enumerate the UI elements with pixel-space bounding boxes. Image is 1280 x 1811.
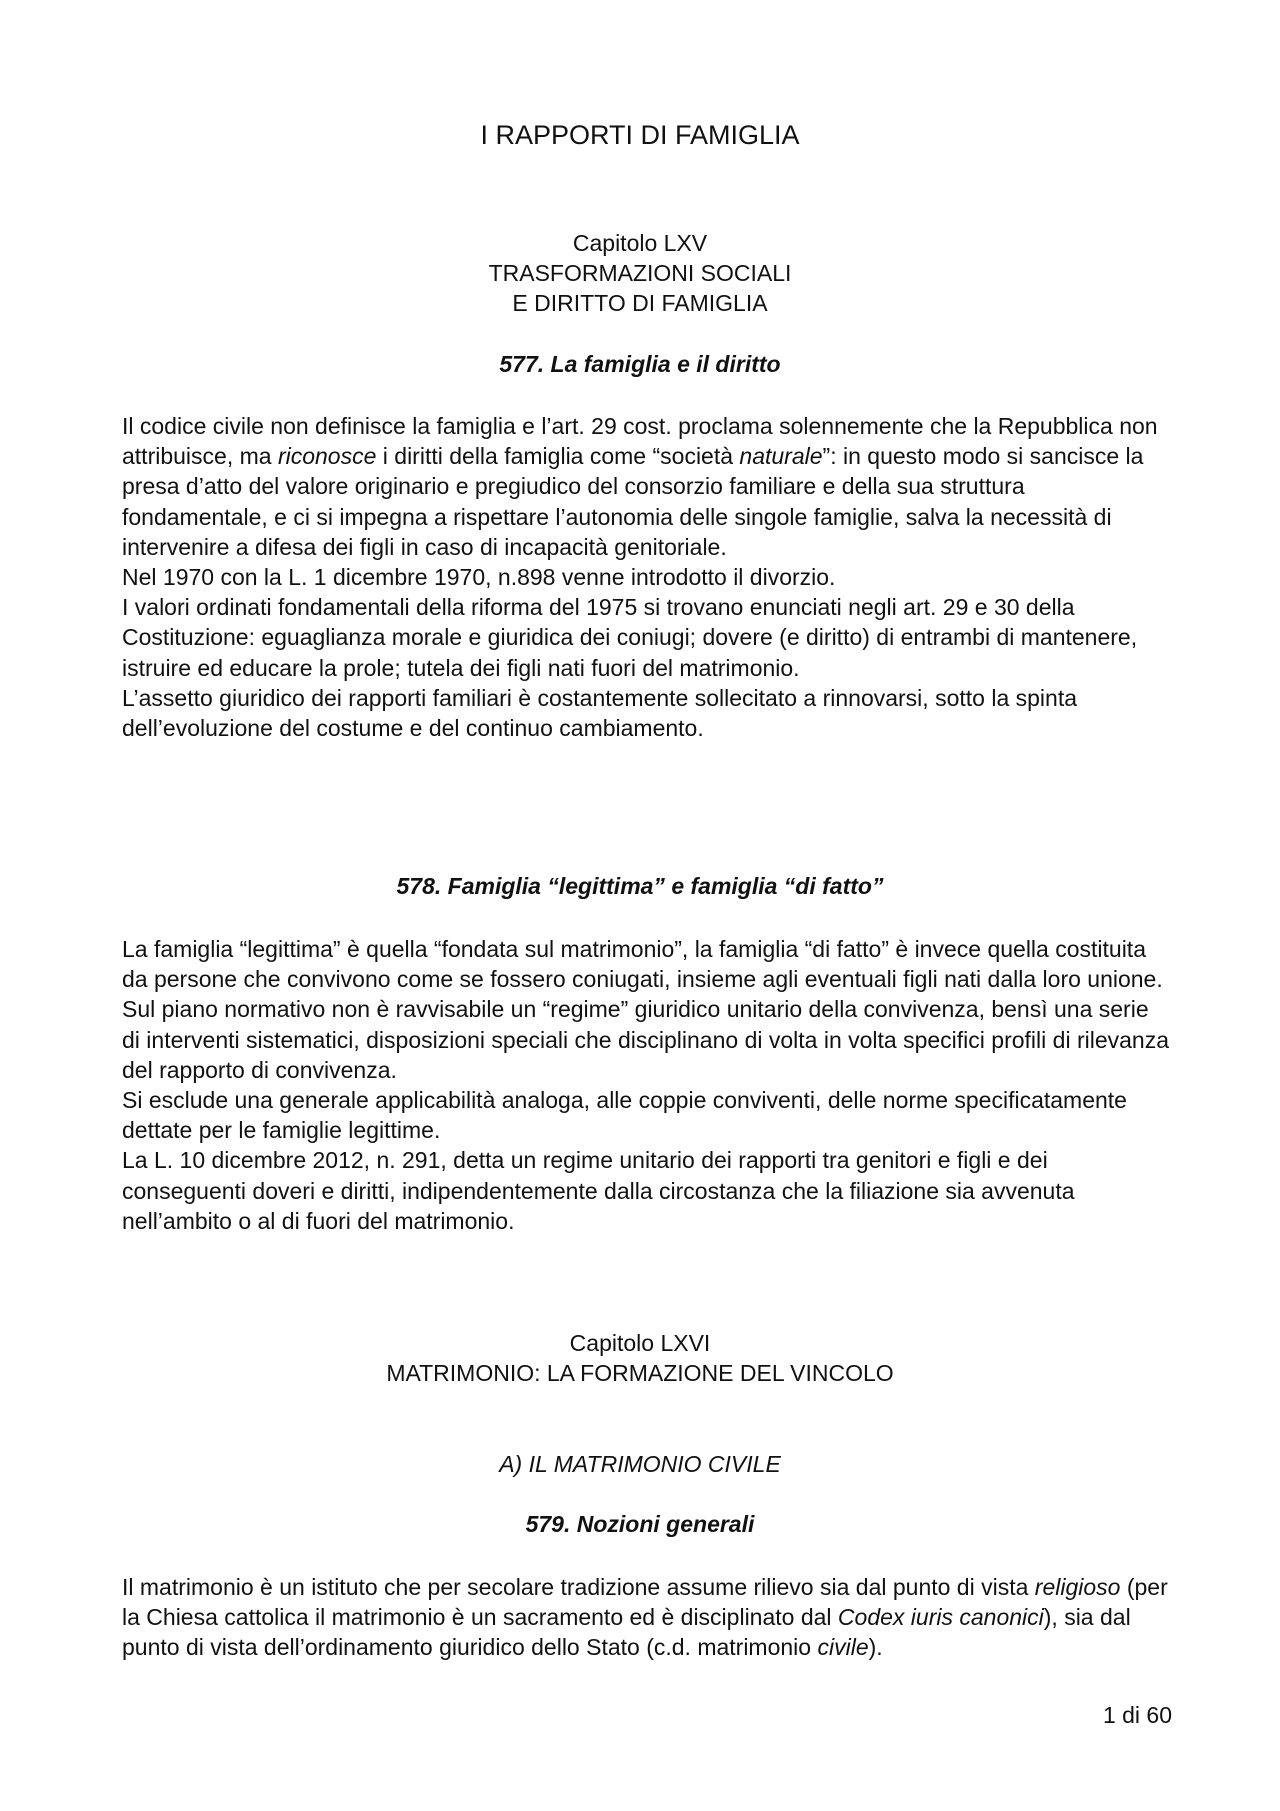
document-title: I RAPPORTI DI FAMIGLIA <box>480 120 800 150</box>
section-578-body <box>122 934 1172 1236</box>
paragraph: La famiglia “legittima” è quella “fondata sul matrimonio”, la famiglia “di fatto” è invece quella costituita da persone che convivono come se fossero coniugati, insieme agli eventuali figli nati dalla loro unione. <box>122 936 1163 993</box>
section-577-heading: 577. La famiglia e il diritto <box>499 351 781 377</box>
paragraph: Il codice civile non definisce la famiglia e l’art. 29 cost. proclama solennemente che la Repubblica non attribuisce, ma riconosce i diritti della famiglia come “società naturale”: in questo modo si sancisce la presa d’atto del valore originario e pregiudico del consorzio familiare e della sua struttura fondamentale, e ci si impegna a rispettare l’autonomia delle singole famiglie, salva la necessità di intervenire a difesa dei figli in caso di incapacità genitoriale. <box>122 413 1158 560</box>
section-577-body <box>122 411 1172 743</box>
section-579-body <box>122 1572 1172 1663</box>
part-heading: A) IL MATRIMONIO CIVILE <box>499 1451 781 1477</box>
paragraph: Nel 1970 con la L. 1 dicembre 1970, n.898 venne introdotto il divorzio. <box>122 564 836 591</box>
paragraph: Il matrimonio è un istituto che per secolare tradizione assume rilievo sia dal punto di vista religioso (per la Chiesa cattolica il matrimonio è un sacramento ed è disciplinato dal Codex iuris canonici), sia dal punto di vista dell’ordinamento giuridico dello Stato (c.d. matrimonio civile). <box>122 1574 1168 1661</box>
section-579-heading: 579. Nozioni generali <box>525 1511 755 1537</box>
chapter-title-line: TRASFORMAZIONI SOCIALI <box>488 260 792 286</box>
paragraph: Sul piano normativo non è ravvisabile un “regime” giuridico unitario della convivenza, bensì una serie di interventi sistematici, disposizioni speciali che disciplinano di volta in volta specifici profili di rilevanza del rapporto di convivenza. <box>122 996 1169 1083</box>
paragraph: La L. 10 dicembre 2012, n. 291, detta un regime unitario dei rapporti tra genitori e figli e dei conseguenti doveri e diritti, indipendentemente dalla circostanza che la filiazione sia avvenuta nell’ambito o al di fuori del matrimonio. <box>122 1147 1075 1234</box>
chapter-label: Capitolo LXV <box>572 230 708 256</box>
chapter-title-line: MATRIMONIO: LA FORMAZIONE DEL VINCOLO <box>386 1360 894 1386</box>
paragraph: Si esclude una generale applicabilità analoga, alle coppie conviventi, delle norme specificatamente dettate per le famiglie legittime. <box>122 1087 1127 1144</box>
chapter-label: Capitolo LXVI <box>569 1330 711 1356</box>
chapter-title-line: E DIRITTO DI FAMIGLIA <box>512 290 768 316</box>
chapter-66-header <box>0 1328 1280 1388</box>
paragraph: L’assetto giuridico dei rapporti familiari è costantemente sollecitato a rinnovarsi, sotto la spinta dell’evoluzione del costume e del continuo cambiamento. <box>122 684 1077 742</box>
chapter-65-header <box>0 228 1280 318</box>
page-number: 1 di 60 <box>1102 1702 1172 1728</box>
section-578-heading: 578. Famiglia “legittima” e famiglia “di fatto” <box>396 873 884 899</box>
paragraph: I valori ordinati fondamentali della riforma del 1975 si trovano enunciati negli art. 29 e 30 della Costituzione: eguaglianza morale e giuridica dei coniugi; dovere (e diritto) di entrambi di mantenere, istruire ed educare la prole; tutela dei figli nati fuori del matrimonio. <box>122 594 1138 681</box>
